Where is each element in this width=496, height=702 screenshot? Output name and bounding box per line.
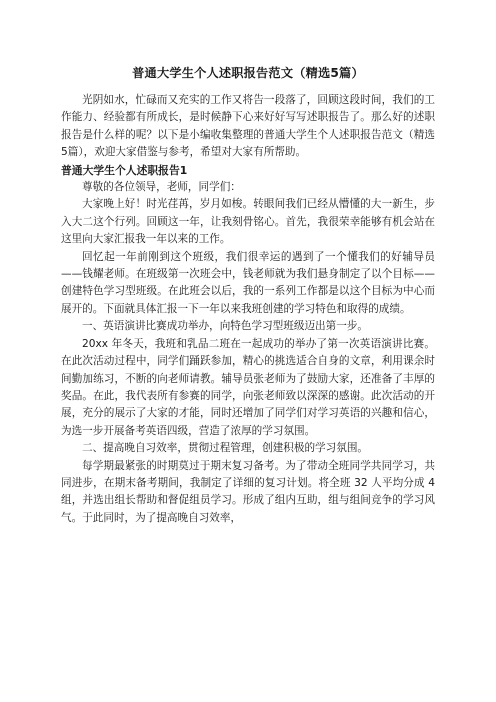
body-paragraph-3: 20xx 年冬天，我班和乳品二班在一起成功的举办了第一次英语演讲比赛。在此次活动过程中，同学们踊跃参加，精心的挑选适合自身的文章，利用课余时间勤加练习，不断的向老师请教。辅导员张老师为了鼓励大家，还准备了丰厚的奖品。在此，我代表所有参赛的同学，向张老师致以深深的感谢。此次活动的开展，充分的展示了大家的才能，同时还增加了同学们对学习英语的兴趣和信心，为选一步开展备考英语四级，营造了浓厚的学习氛围。 xyxy=(61,337,435,437)
body-paragraph-1: 大家晚上好！时光荏苒，岁月如梭。转眼间我们已经从懵懂的大一新生，步入大二这个行列。回顾这一年，让我刻骨铭心。首先，我很荣幸能够有机会站在这里向大家汇报我一年以来的工作。 xyxy=(61,198,435,246)
subheading-2: 二、提高晚自习效率，贯彻过程管理，创建积极的学习氛围。 xyxy=(82,442,369,455)
subheading-1: 一、英语演讲比赛成功举办，向特色学习型班级迈出第一步。 xyxy=(82,320,369,333)
body-paragraph-4: 每学期最紧张的时期莫过于期末复习备考。为了带动全班同学共同学习，共同进步，在期末备考期间，我制定了详细的复习计划。将全班 32 人平均分成 4 组，并选出组长帮助和督促组员学习。形成了组内互助，组与组间竞争的学习风气。于此同时，为了提高晚自习效率， xyxy=(61,459,435,524)
intro-paragraph: 光阴如水，忙碌而又充实的工作又将告一段落了，回顾这段时间，我们的工作能力、经验都有所成长，是时候静下心来好好写写述职报告了。那么好的述职报告是什么样的呢？以下是小编收集整理的普通大学生个人述职报告范文（精选5篇），欢迎大家借鉴与参考，希望对大家有所帮助。 xyxy=(61,94,435,159)
document-title: 普通大学生个人述职报告范文（精选5篇） xyxy=(132,66,364,80)
body-paragraph-2: 回忆起一年前刚到这个班级，我们很幸运的遇到了一个懂我们的好辅导员——钱耀老师。在班级第一次班会中，钱老师就为我们悬身制定了以个目标——创建特色学习型班级。在此班会以后，我的一系列工作都是以这个目标为中心而展开的。下面就具体汇报一下一年以来我班创建的学习特色和取得的成绩。 xyxy=(61,250,435,315)
salutation-paragraph: 尊敬的各位领导，老师，同学们： xyxy=(82,181,241,194)
section-heading: 普通大学生个人述职报告1 xyxy=(61,163,188,177)
